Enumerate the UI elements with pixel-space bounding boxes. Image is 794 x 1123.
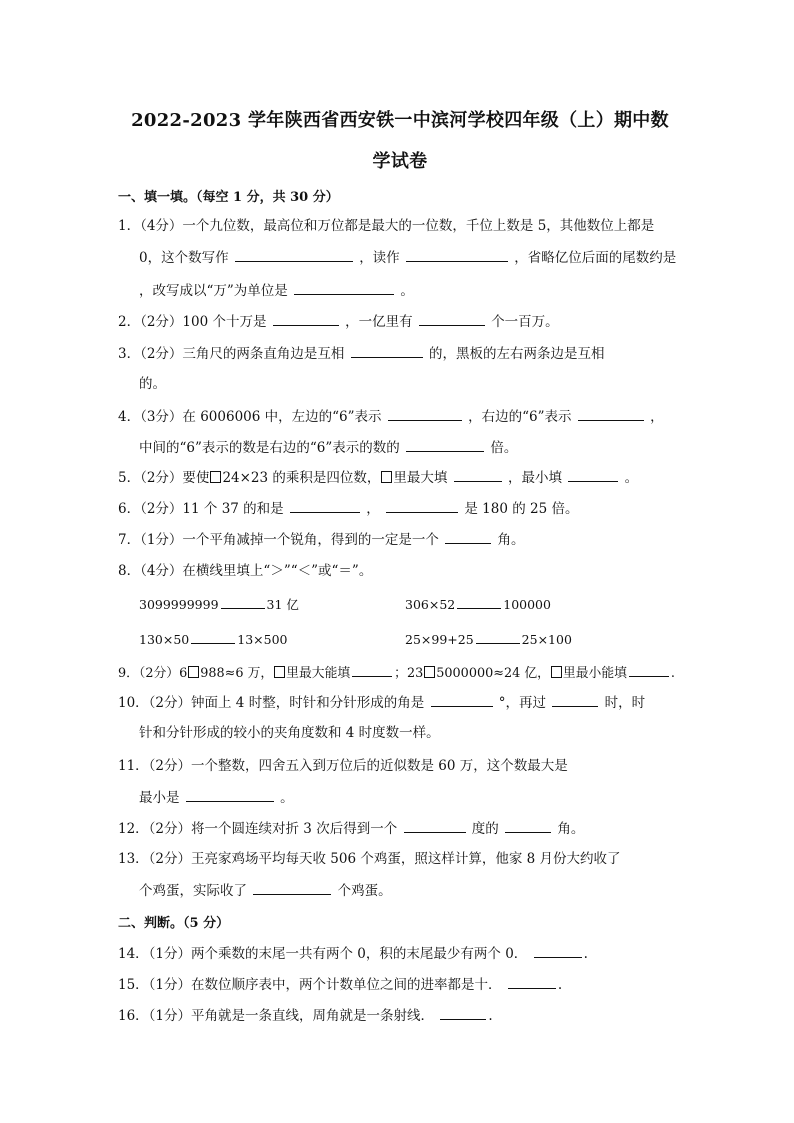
question-5-text: 里最大填 <box>393 470 448 486</box>
section-heading-fill: 一、填一填。（每空 1 分，共 30 分） <box>118 190 339 205</box>
question-4-text: 中间的“6”表示的数是右边的“6”表示的数的 <box>139 440 400 456</box>
question-8 <box>118 561 372 581</box>
compare-item <box>139 594 299 615</box>
question-9-text: . <box>670 666 675 681</box>
answer-blank[interactable] <box>294 280 394 295</box>
question-2-text: ，一亿里有 <box>345 314 413 330</box>
question-9 <box>118 662 675 684</box>
question-6 <box>118 498 578 519</box>
question-4-line1 <box>118 406 664 427</box>
question-13-text: 个鸡蛋，实际收了 <box>139 883 247 899</box>
answer-blank[interactable] <box>578 406 644 421</box>
compare-right: 13×500 <box>237 632 288 647</box>
question-14-text: . <box>583 946 588 962</box>
question-15-text: . <box>557 977 563 993</box>
compare-right: 31 亿 <box>266 597 299 612</box>
answer-blank[interactable] <box>629 662 669 677</box>
question-5 <box>118 467 638 488</box>
question-16-text: . <box>488 1008 493 1024</box>
question-10-line1 <box>118 692 645 713</box>
answer-blank[interactable] <box>406 437 484 452</box>
answer-blank[interactable] <box>352 662 392 677</box>
question-6-text: ， <box>366 501 380 517</box>
question-4-line2 <box>139 437 517 458</box>
question-7-text: 7．（1分）一个平角减掉一个锐角，得到的一定是一个 <box>118 532 439 548</box>
answer-blank[interactable] <box>221 594 265 609</box>
question-3-text: 的，黑板的左右两条边是互相 <box>429 346 605 362</box>
box-placeholder-icon <box>188 666 199 678</box>
question-1-line1 <box>118 216 654 236</box>
question-16 <box>118 1005 493 1026</box>
compare-left: 3099999999 <box>139 597 219 612</box>
answer-blank[interactable] <box>351 343 423 358</box>
question-16-text: 16．（1分）平角就是一条直线，周角就是一条射线． <box>118 1008 435 1024</box>
question-10-text: 时，时 <box>604 695 646 711</box>
section-heading-judge: 二、判断。（5 分） <box>118 916 230 931</box>
compare-right: 25×100 <box>521 632 572 647</box>
question-3-line1 <box>118 343 605 364</box>
question-12-text: 度的 <box>471 821 499 837</box>
question-6-text: 6．（2分）11 个 37 的和是 <box>118 501 284 517</box>
question-1-text: 1．（4分）一个九位数，最高位和万位都是最大的一位数，千位上数是 5，其他数位上都是 <box>118 218 655 234</box>
question-11-line2 <box>139 787 294 808</box>
answer-blank[interactable] <box>191 629 235 644</box>
compare-left: 130×50 <box>139 632 190 647</box>
box-placeholder-icon <box>551 666 562 678</box>
answer-blank[interactable] <box>386 498 458 513</box>
answer-blank[interactable] <box>431 692 493 707</box>
answer-blank[interactable] <box>568 467 618 482</box>
answer-blank[interactable] <box>404 818 466 833</box>
answer-blank[interactable] <box>388 406 462 421</box>
answer-blank[interactable] <box>505 818 551 833</box>
question-3-line2 <box>139 374 166 394</box>
page-title-line1: 2022-2023 学年陕西省西安铁一中滨河学校四年级（上）期中数 <box>131 110 669 131</box>
question-13-line1 <box>118 849 621 869</box>
answer-blank[interactable] <box>552 692 598 707</box>
answer-blank[interactable] <box>534 943 582 958</box>
box-placeholder-icon <box>274 666 285 678</box>
box-placeholder-icon <box>381 471 392 483</box>
box-placeholder-icon <box>424 666 435 678</box>
question-9-text: 9．（2分）6 <box>118 666 188 681</box>
answer-blank[interactable] <box>253 880 331 895</box>
box-placeholder-icon <box>210 471 221 483</box>
question-11-text: 11．（2分）一个整数，四舍五入到万位后的近似数是 60 万，这个数最大是 <box>118 758 568 774</box>
answer-blank[interactable] <box>476 629 520 644</box>
question-12-text: 角。 <box>557 821 585 837</box>
question-3-text: 3．（2分）三角尺的两条直角边是互相 <box>118 346 345 362</box>
question-1-text: 0，这个数写作 <box>139 250 229 266</box>
question-13-line2 <box>139 880 392 901</box>
answer-blank[interactable] <box>273 311 339 326</box>
question-1-text: ，读作 <box>359 250 400 266</box>
question-10-text: °，再过 <box>498 695 547 711</box>
question-2-text: 个一百万。 <box>491 314 559 330</box>
compare-item <box>139 629 288 650</box>
question-10-text: 针和分针形成的较小的夹角度数和 4 时度数一样。 <box>139 725 440 741</box>
answer-blank[interactable] <box>290 498 360 513</box>
answer-blank[interactable] <box>186 787 274 802</box>
question-5-text: ，最小填 <box>508 470 562 486</box>
question-1-line2 <box>139 247 676 268</box>
question-15-text: 15．（1分）在数位顺序表中，两个计数单位之间的进率都是十． <box>118 977 502 993</box>
question-5-text: 。 <box>624 470 639 486</box>
answer-blank[interactable] <box>508 974 556 989</box>
compare-right: 100000 <box>503 597 551 612</box>
question-9-text: 988≈6 万， <box>200 666 274 681</box>
question-7-text: 角。 <box>497 532 525 548</box>
answer-blank[interactable] <box>406 247 508 262</box>
question-11-text: 。 <box>280 790 294 806</box>
question-5-text: 24×23 的乘积是四位数， <box>222 470 381 486</box>
question-3-text: 的。 <box>139 376 166 392</box>
question-12-text: 12．（2分）将一个圆连续对折 3 次后得到一个 <box>118 821 398 837</box>
question-1-text: ，改写成以“万”为单位是 <box>139 283 288 299</box>
question-4-text: ， <box>650 409 664 425</box>
question-4-text: 倍。 <box>490 440 518 456</box>
question-1-line3 <box>139 280 414 301</box>
compare-left: 306×52 <box>405 597 456 612</box>
answer-blank[interactable] <box>440 1005 486 1020</box>
question-8-text: 8．（4分）在横线里填上“＞”“＜”或“＝”。 <box>118 563 373 579</box>
answer-blank[interactable] <box>454 467 502 482</box>
question-7 <box>118 529 525 550</box>
question-9-text: 5000000≈24 亿， <box>436 666 550 681</box>
question-1-text: ，省略亿位后面的尾数约是 <box>514 250 677 266</box>
answer-blank[interactable] <box>457 594 501 609</box>
page-title-line2: 学试卷 <box>372 151 428 172</box>
question-4-text: ，右边的“6”表示 <box>468 409 572 425</box>
compare-item <box>405 594 551 615</box>
question-2 <box>118 311 559 332</box>
question-11-text: 最小是 <box>139 790 180 806</box>
answer-blank[interactable] <box>235 247 353 262</box>
question-11-line1 <box>118 756 568 776</box>
question-12 <box>118 818 584 839</box>
question-13-text: 个鸡蛋。 <box>337 883 392 899</box>
question-1-text: 。 <box>400 283 414 299</box>
compare-item <box>405 629 572 650</box>
question-15 <box>118 974 562 995</box>
question-14 <box>118 943 588 964</box>
question-14-text: 14．（1分）两个乘数的末尾一共有两个 0，积的末尾最少有两个 0． <box>118 946 528 962</box>
question-9-text: 里最小能填 <box>562 666 627 681</box>
compare-left: 25×99+25 <box>405 632 474 647</box>
question-10-line2 <box>139 723 440 743</box>
question-9-text: ；23 <box>394 666 424 681</box>
question-2-text: 2．（2分）100 个十万是 <box>118 314 267 330</box>
question-6-text: 是 180 的 25 倍。 <box>464 501 579 517</box>
question-4-text: 4．（3分）在 6006006 中，左边的“6”表示 <box>118 409 382 425</box>
question-10-text: 10．（2分）钟面上 4 时整，时针和分针形成的角是 <box>118 695 425 711</box>
question-13-text: 13．（2分）王亮家鸡场平均每天收 506 个鸡蛋，照这样计算，他家 8 月份大约收了 <box>118 851 621 867</box>
answer-blank[interactable] <box>445 529 491 544</box>
question-9-text: 里最大能填 <box>286 666 351 681</box>
answer-blank[interactable] <box>419 311 485 326</box>
question-5-text: 5．（2分）要使 <box>118 470 210 486</box>
